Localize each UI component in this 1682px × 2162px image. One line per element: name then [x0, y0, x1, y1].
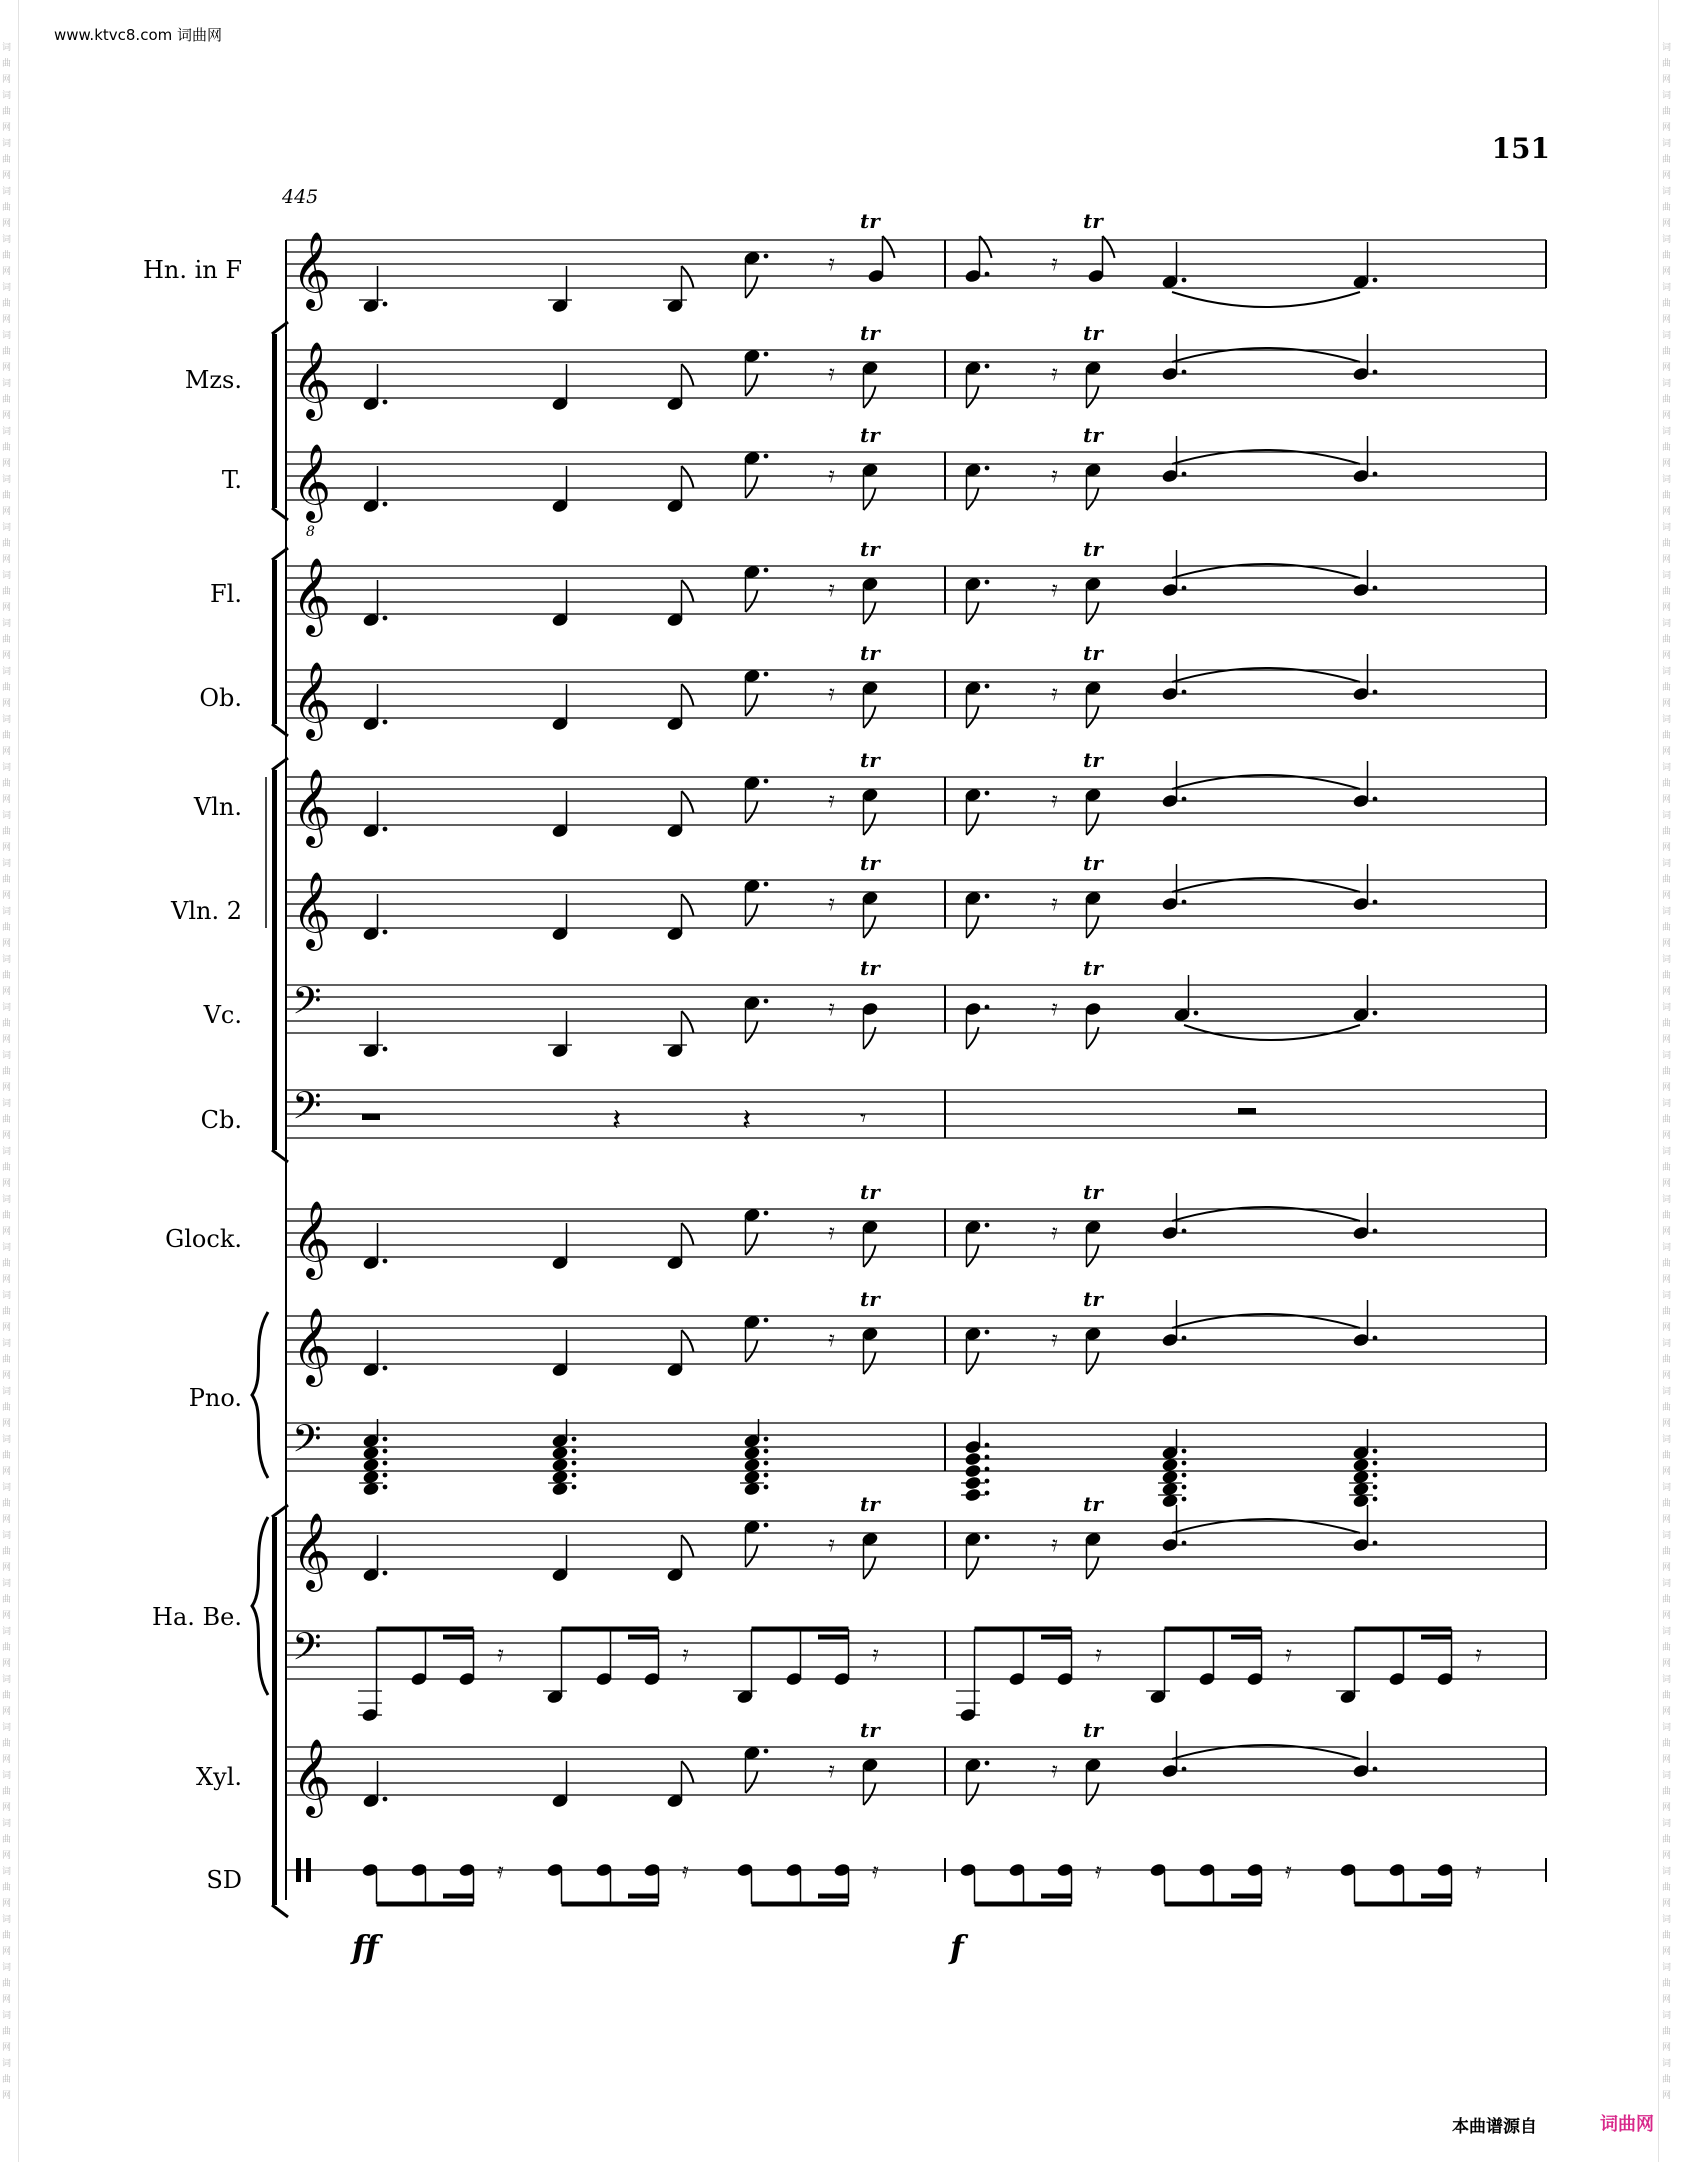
augmentation-dot [383, 1473, 388, 1478]
instrument-label: Hn. in F [142, 256, 242, 284]
augmentation-dot [764, 882, 769, 887]
note-flag [864, 916, 876, 938]
treble-clef: 𝄞 [292, 768, 332, 845]
tie [1172, 292, 1360, 307]
instrument-label: Vln. 2 [171, 897, 242, 925]
augmentation-dot [383, 616, 388, 621]
treble-clef: 𝄞 [292, 443, 332, 520]
trill-mark: tr [860, 321, 880, 345]
augmentation-dot [764, 1473, 769, 1478]
note-flag [864, 813, 876, 835]
augmentation-dot [985, 1761, 990, 1766]
augmentation-dot [985, 1479, 990, 1484]
trill-mark: tr [860, 1287, 880, 1311]
augmentation-dot [1373, 797, 1378, 802]
note-flag [967, 1783, 979, 1805]
sixteenth-rest: 𝄿 [1095, 1642, 1102, 1667]
instrument-label: Ob. [199, 684, 242, 712]
sixteenth-rest: 𝄿 [1051, 681, 1058, 706]
sixteenth-rest: 𝄿 [1051, 1532, 1058, 1557]
augmentation-dot [572, 1473, 577, 1478]
augmentation-dot [572, 1437, 577, 1442]
note-flag [746, 1340, 758, 1362]
strings-bracket [272, 770, 277, 1150]
note-flag [967, 1245, 979, 1267]
note-flag [682, 1011, 694, 1033]
note-flag [682, 894, 694, 916]
augmentation-dot [985, 1455, 990, 1460]
trill-mark: tr [1083, 321, 1103, 345]
augmentation-dot [1182, 370, 1187, 375]
augmentation-dot [383, 1461, 388, 1466]
notehead [964, 1463, 982, 1478]
augmentation-dot [1373, 1011, 1378, 1016]
augmentation-dot [1182, 1541, 1187, 1546]
augmentation-dot [764, 1449, 769, 1454]
trill-mark: tr [1083, 1492, 1103, 1516]
augmentation-dot [764, 1318, 769, 1323]
augmentation-dot [1373, 1461, 1378, 1466]
percussion-clef [296, 1858, 301, 1882]
trill-mark: tr [860, 956, 880, 980]
note-flag [967, 386, 979, 408]
note-flag [967, 1352, 979, 1374]
note-flag [967, 602, 979, 624]
note-flag [864, 386, 876, 408]
augmentation-dot [985, 894, 990, 899]
augmentation-dot [572, 1461, 577, 1466]
augmentation-dot [985, 580, 990, 585]
note-flag [682, 791, 694, 813]
trill-mark: tr [1083, 1718, 1103, 1742]
trill-mark: tr [1083, 956, 1103, 980]
augmentation-dot [985, 1467, 990, 1472]
augmentation-dot [764, 1749, 769, 1754]
augmentation-dot [383, 1047, 388, 1052]
note-flag [967, 813, 979, 835]
augmentation-dot [985, 272, 990, 277]
augmentation-dot [1182, 797, 1187, 802]
treble-clef: 𝄞 [292, 1307, 332, 1384]
bass-clef: 𝄢 [292, 1083, 322, 1137]
note-flag [682, 364, 694, 386]
note-flag [746, 276, 758, 298]
trill-mark: tr [1083, 1287, 1103, 1311]
trill-mark: tr [860, 1718, 880, 1742]
winds-bracket [272, 560, 277, 724]
sixteenth-rest: 𝄿 [1051, 996, 1058, 1021]
sixteenth-rest: 𝄿 [1285, 1642, 1292, 1667]
instrument-label: SD [206, 1866, 242, 1894]
augmentation-dot [383, 1259, 388, 1264]
sixteenth-rest: 𝄿 [828, 788, 835, 813]
augmentation-dot [764, 1523, 769, 1528]
augmentation-dot [383, 502, 388, 507]
augmentation-dot [1373, 690, 1378, 695]
measure-number: 445 [282, 186, 319, 208]
bass-clef: 𝄢 [292, 1416, 322, 1470]
augmentation-dot [1194, 1011, 1199, 1016]
dynamic-ff: ff [352, 1928, 379, 1966]
trill-mark: tr [1083, 748, 1103, 772]
note-flag [1087, 1352, 1099, 1374]
note-flag [1087, 1245, 1099, 1267]
note-flag [864, 602, 876, 624]
half-rest [362, 1114, 380, 1120]
instrument-label: Glock. [165, 1225, 242, 1253]
sixteenth-rest: 𝄿 [828, 1327, 835, 1352]
augmentation-dot [985, 791, 990, 796]
augmentation-dot [764, 454, 769, 459]
note-flag [967, 916, 979, 938]
note-flag [967, 1557, 979, 1579]
augmentation-dot [1373, 1541, 1378, 1546]
sixteenth-rest: 𝄿 [872, 1859, 879, 1884]
augmentation-dot [764, 568, 769, 573]
top-watermark: www.ktvc8.com 词曲网 [54, 26, 223, 44]
augmentation-dot [1182, 690, 1187, 695]
note-flag [1087, 1783, 1099, 1805]
sixteenth-rest: 𝄿 [682, 1859, 689, 1884]
note-flag [1087, 1027, 1099, 1049]
bass-clef: 𝄢 [292, 1624, 322, 1678]
augmentation-dot [1373, 586, 1378, 591]
augmentation-dot [383, 1449, 388, 1454]
sixteenth-rest: 𝄿 [1051, 361, 1058, 386]
sixteenth-rest: 𝄿 [1051, 577, 1058, 602]
instrument-label: Fl. [210, 580, 242, 608]
augmentation-dot [1182, 586, 1187, 591]
tenor-clef-mark: 8 [306, 524, 315, 540]
augmentation-dot [383, 302, 388, 307]
trill-mark: tr [860, 423, 880, 447]
note-flag [864, 1352, 876, 1374]
sixteenth-rest: 𝄿 [1051, 1327, 1058, 1352]
augmentation-dot [764, 779, 769, 784]
trill-mark: tr [860, 537, 880, 561]
note-flag [746, 374, 758, 396]
note-flag [1087, 602, 1099, 624]
harp-bracket [272, 1517, 277, 1905]
augmentation-dot [1373, 1229, 1378, 1234]
augmentation-dot [1182, 1449, 1187, 1454]
augmentation-dot [572, 1485, 577, 1490]
note-flag [682, 1223, 694, 1245]
voices-bracket [272, 334, 277, 508]
note-flag [1087, 1557, 1099, 1579]
quarter-rest: 𝄽 [612, 1103, 622, 1138]
sixteenth-rest: 𝄿 [1475, 1642, 1482, 1667]
augmentation-dot [985, 364, 990, 369]
sixteenth-rest: 𝄿 [497, 1642, 504, 1667]
augmentation-dot [383, 400, 388, 405]
augmentation-dot [1182, 472, 1187, 477]
note-flag [746, 904, 758, 926]
sixteenth-rest: 𝄿 [682, 1642, 689, 1667]
trill-mark: tr [860, 748, 880, 772]
note-flag [746, 476, 758, 498]
treble-clef: 𝄞 [292, 557, 332, 634]
augmentation-dot [1373, 1767, 1378, 1772]
sixteenth-rest: 𝄿 [1095, 1859, 1102, 1884]
footer-brand: 词曲网 [1600, 2114, 1654, 2135]
augmentation-dot [1182, 1485, 1187, 1490]
treble-clef: 𝄞 [292, 1512, 332, 1589]
note-flag [1087, 386, 1099, 408]
instrument-label: Ha. Be. [152, 1603, 242, 1631]
note-flag [864, 1557, 876, 1579]
augmentation-dot [1182, 1497, 1187, 1502]
sixteenth-rest: 𝄿 [828, 361, 835, 386]
note-flag [682, 580, 694, 602]
trill-mark: tr [860, 1180, 880, 1204]
augmentation-dot [764, 1461, 769, 1466]
notehead [964, 1475, 982, 1490]
augmentation-dot [383, 720, 388, 725]
note-flag [864, 488, 876, 510]
sixteenth-rest: 𝄿 [1051, 788, 1058, 813]
treble-clef: 𝄞 [292, 1738, 332, 1815]
left-side-watermark: 词曲网词曲网词曲网词曲网词曲网词曲网词曲网词曲网词曲网词曲网词曲网词曲网词曲网词曲网词曲网词曲网词曲网词曲网词曲网词曲网词曲网词曲网词曲网词曲网词曲网词曲网词曲网词曲网词曲网词曲网词曲网词曲网词曲网词曲网词曲网词曲网词曲网词曲网词曲网词曲网词曲网词曲网词曲网 [2, 43, 12, 2101]
notehead [964, 1487, 982, 1502]
augmentation-dot [1182, 1336, 1187, 1341]
instrument-label: Mzs. [184, 366, 242, 394]
note-flag [1087, 813, 1099, 835]
right-side-watermark: 词曲网词曲网词曲网词曲网词曲网词曲网词曲网词曲网词曲网词曲网词曲网词曲网词曲网词曲网词曲网词曲网词曲网词曲网词曲网词曲网词曲网词曲网词曲网词曲网词曲网词曲网词曲网词曲网词曲网词曲网词曲网词曲网词曲网词曲网词曲网词曲网词曲网词曲网词曲网词曲网词曲网词曲网词曲网 [1662, 43, 1672, 2101]
piano-brace [252, 1312, 268, 1478]
note-flag [967, 706, 979, 728]
sixteenth-rest: 𝄿 [1051, 1220, 1058, 1245]
augmentation-dot [1373, 472, 1378, 477]
augmentation-dot [1373, 1497, 1378, 1502]
augmentation-dot [572, 1449, 577, 1454]
note-flag [746, 694, 758, 716]
trill-mark: tr [1083, 1180, 1103, 1204]
augmentation-dot [383, 1485, 388, 1490]
sixteenth-rest: 𝄿 [872, 1642, 879, 1667]
sixteenth-rest: 𝄿 [1051, 1758, 1058, 1783]
note-flag [746, 1771, 758, 1793]
sixteenth-rest: 𝄿 [828, 891, 835, 916]
augmentation-dot [383, 1366, 388, 1371]
augmentation-dot [383, 1437, 388, 1442]
trill-mark: tr [860, 1492, 880, 1516]
note-flag [1087, 706, 1099, 728]
augmentation-dot [764, 1211, 769, 1216]
augmentation-dot [1182, 1767, 1187, 1772]
augmentation-dot [985, 684, 990, 689]
eighth-rest: 𝄾 [860, 1104, 867, 1132]
footer-source-text: 本曲谱源自 [1452, 2117, 1537, 2137]
augmentation-dot [985, 466, 990, 471]
harp-bracket-bottom [272, 1905, 288, 1917]
sixteenth-rest: 𝄿 [828, 463, 835, 488]
augmentation-dot [1182, 278, 1187, 283]
sixteenth-rest: 𝄿 [828, 577, 835, 602]
augmentation-dot [764, 254, 769, 259]
note-flag [967, 488, 979, 510]
augmentation-dot [1373, 1449, 1378, 1454]
instrument-label: Vc. [203, 1001, 242, 1029]
trill-mark: tr [1083, 641, 1103, 665]
note-flag [980, 236, 992, 258]
sixteenth-rest: 𝄿 [828, 1532, 835, 1557]
instrument-label: Cb. [200, 1106, 242, 1134]
augmentation-dot [1373, 278, 1378, 283]
augmentation-dot [985, 1535, 990, 1540]
augmentation-dot [764, 999, 769, 1004]
augmentation-dot [383, 827, 388, 832]
note-flag [682, 1330, 694, 1352]
treble-clef: 𝄞 [292, 871, 332, 948]
augmentation-dot [764, 672, 769, 677]
augmentation-dot [985, 1330, 990, 1335]
trill-mark: tr [860, 851, 880, 875]
instrument-label: T. [221, 466, 242, 494]
augmentation-dot [764, 1437, 769, 1442]
treble-clef: 𝄞 [292, 231, 332, 308]
instrument-label: Xyl. [196, 1763, 242, 1791]
whole-rest [1238, 1108, 1256, 1114]
trill-mark: tr [860, 641, 880, 665]
note-flag [1087, 916, 1099, 938]
harp-brace [252, 1517, 268, 1695]
instrument-label: Pno. [188, 1384, 242, 1412]
augmentation-dot [985, 1443, 990, 1448]
sixteenth-rest: 𝄿 [828, 681, 835, 706]
note-flag [746, 590, 758, 612]
augmentation-dot [764, 352, 769, 357]
note-flag [746, 1545, 758, 1567]
augmentation-dot [1182, 1461, 1187, 1466]
quarter-rest: 𝄽 [742, 1103, 752, 1138]
note-flag [682, 266, 694, 288]
trill-mark: tr [1083, 537, 1103, 561]
augmentation-dot [383, 1571, 388, 1576]
augmentation-dot [985, 1491, 990, 1496]
note-flag [746, 1233, 758, 1255]
note-flag [1087, 488, 1099, 510]
sixteenth-rest: 𝄿 [828, 1220, 835, 1245]
augmentation-dot [985, 1223, 990, 1228]
augmentation-dot [1373, 1485, 1378, 1490]
note-flag [682, 466, 694, 488]
treble-clef: 𝄞 [292, 1200, 332, 1277]
note-flag [864, 1245, 876, 1267]
augmentation-dot [1182, 900, 1187, 905]
notehead [964, 1451, 982, 1466]
trill-mark: tr [860, 209, 880, 233]
treble-clef: 𝄞 [292, 661, 332, 738]
dynamic-f: f [950, 1928, 964, 1966]
percussion-clef [306, 1858, 311, 1882]
augmentation-dot [1182, 1229, 1187, 1234]
sixteenth-rest: 𝄿 [497, 1859, 504, 1884]
sixteenth-rest: 𝄿 [1285, 1859, 1292, 1884]
augmentation-dot [1182, 1473, 1187, 1478]
note-flag [864, 706, 876, 728]
augmentation-dot [764, 1485, 769, 1490]
augmentation-dot [1373, 1473, 1378, 1478]
note-flag [746, 1021, 758, 1043]
augmentation-dot [383, 1797, 388, 1802]
note-flag [746, 801, 758, 823]
sixteenth-rest: 𝄿 [1475, 1859, 1482, 1884]
note-flag [864, 1027, 876, 1049]
trill-mark: tr [1083, 209, 1103, 233]
sixteenth-rest: 𝄿 [1051, 891, 1058, 916]
page-number: 151 [1491, 132, 1550, 165]
note-flag [682, 684, 694, 706]
note-flag [864, 1783, 876, 1805]
sixteenth-rest: 𝄿 [1051, 251, 1058, 276]
treble-clef: 𝄞 [292, 341, 332, 418]
augmentation-dot [1373, 1336, 1378, 1341]
bass-clef: 𝄢 [292, 978, 322, 1032]
sixteenth-rest: 𝄿 [1051, 463, 1058, 488]
augmentation-dot [1373, 370, 1378, 375]
instrument-label: Vln. [193, 793, 242, 821]
note-flag [883, 236, 895, 258]
augmentation-dot [383, 930, 388, 935]
note-flag [682, 1761, 694, 1783]
note-flag [682, 1535, 694, 1557]
sixteenth-rest: 𝄿 [828, 996, 835, 1021]
trill-mark: tr [1083, 851, 1103, 875]
sixteenth-rest: 𝄿 [828, 251, 835, 276]
trill-mark: tr [1083, 423, 1103, 447]
augmentation-dot [1373, 900, 1378, 905]
sixteenth-rest: 𝄿 [828, 1758, 835, 1783]
note-flag [967, 1027, 979, 1049]
note-flag [1103, 236, 1115, 258]
augmentation-dot [985, 1005, 990, 1010]
